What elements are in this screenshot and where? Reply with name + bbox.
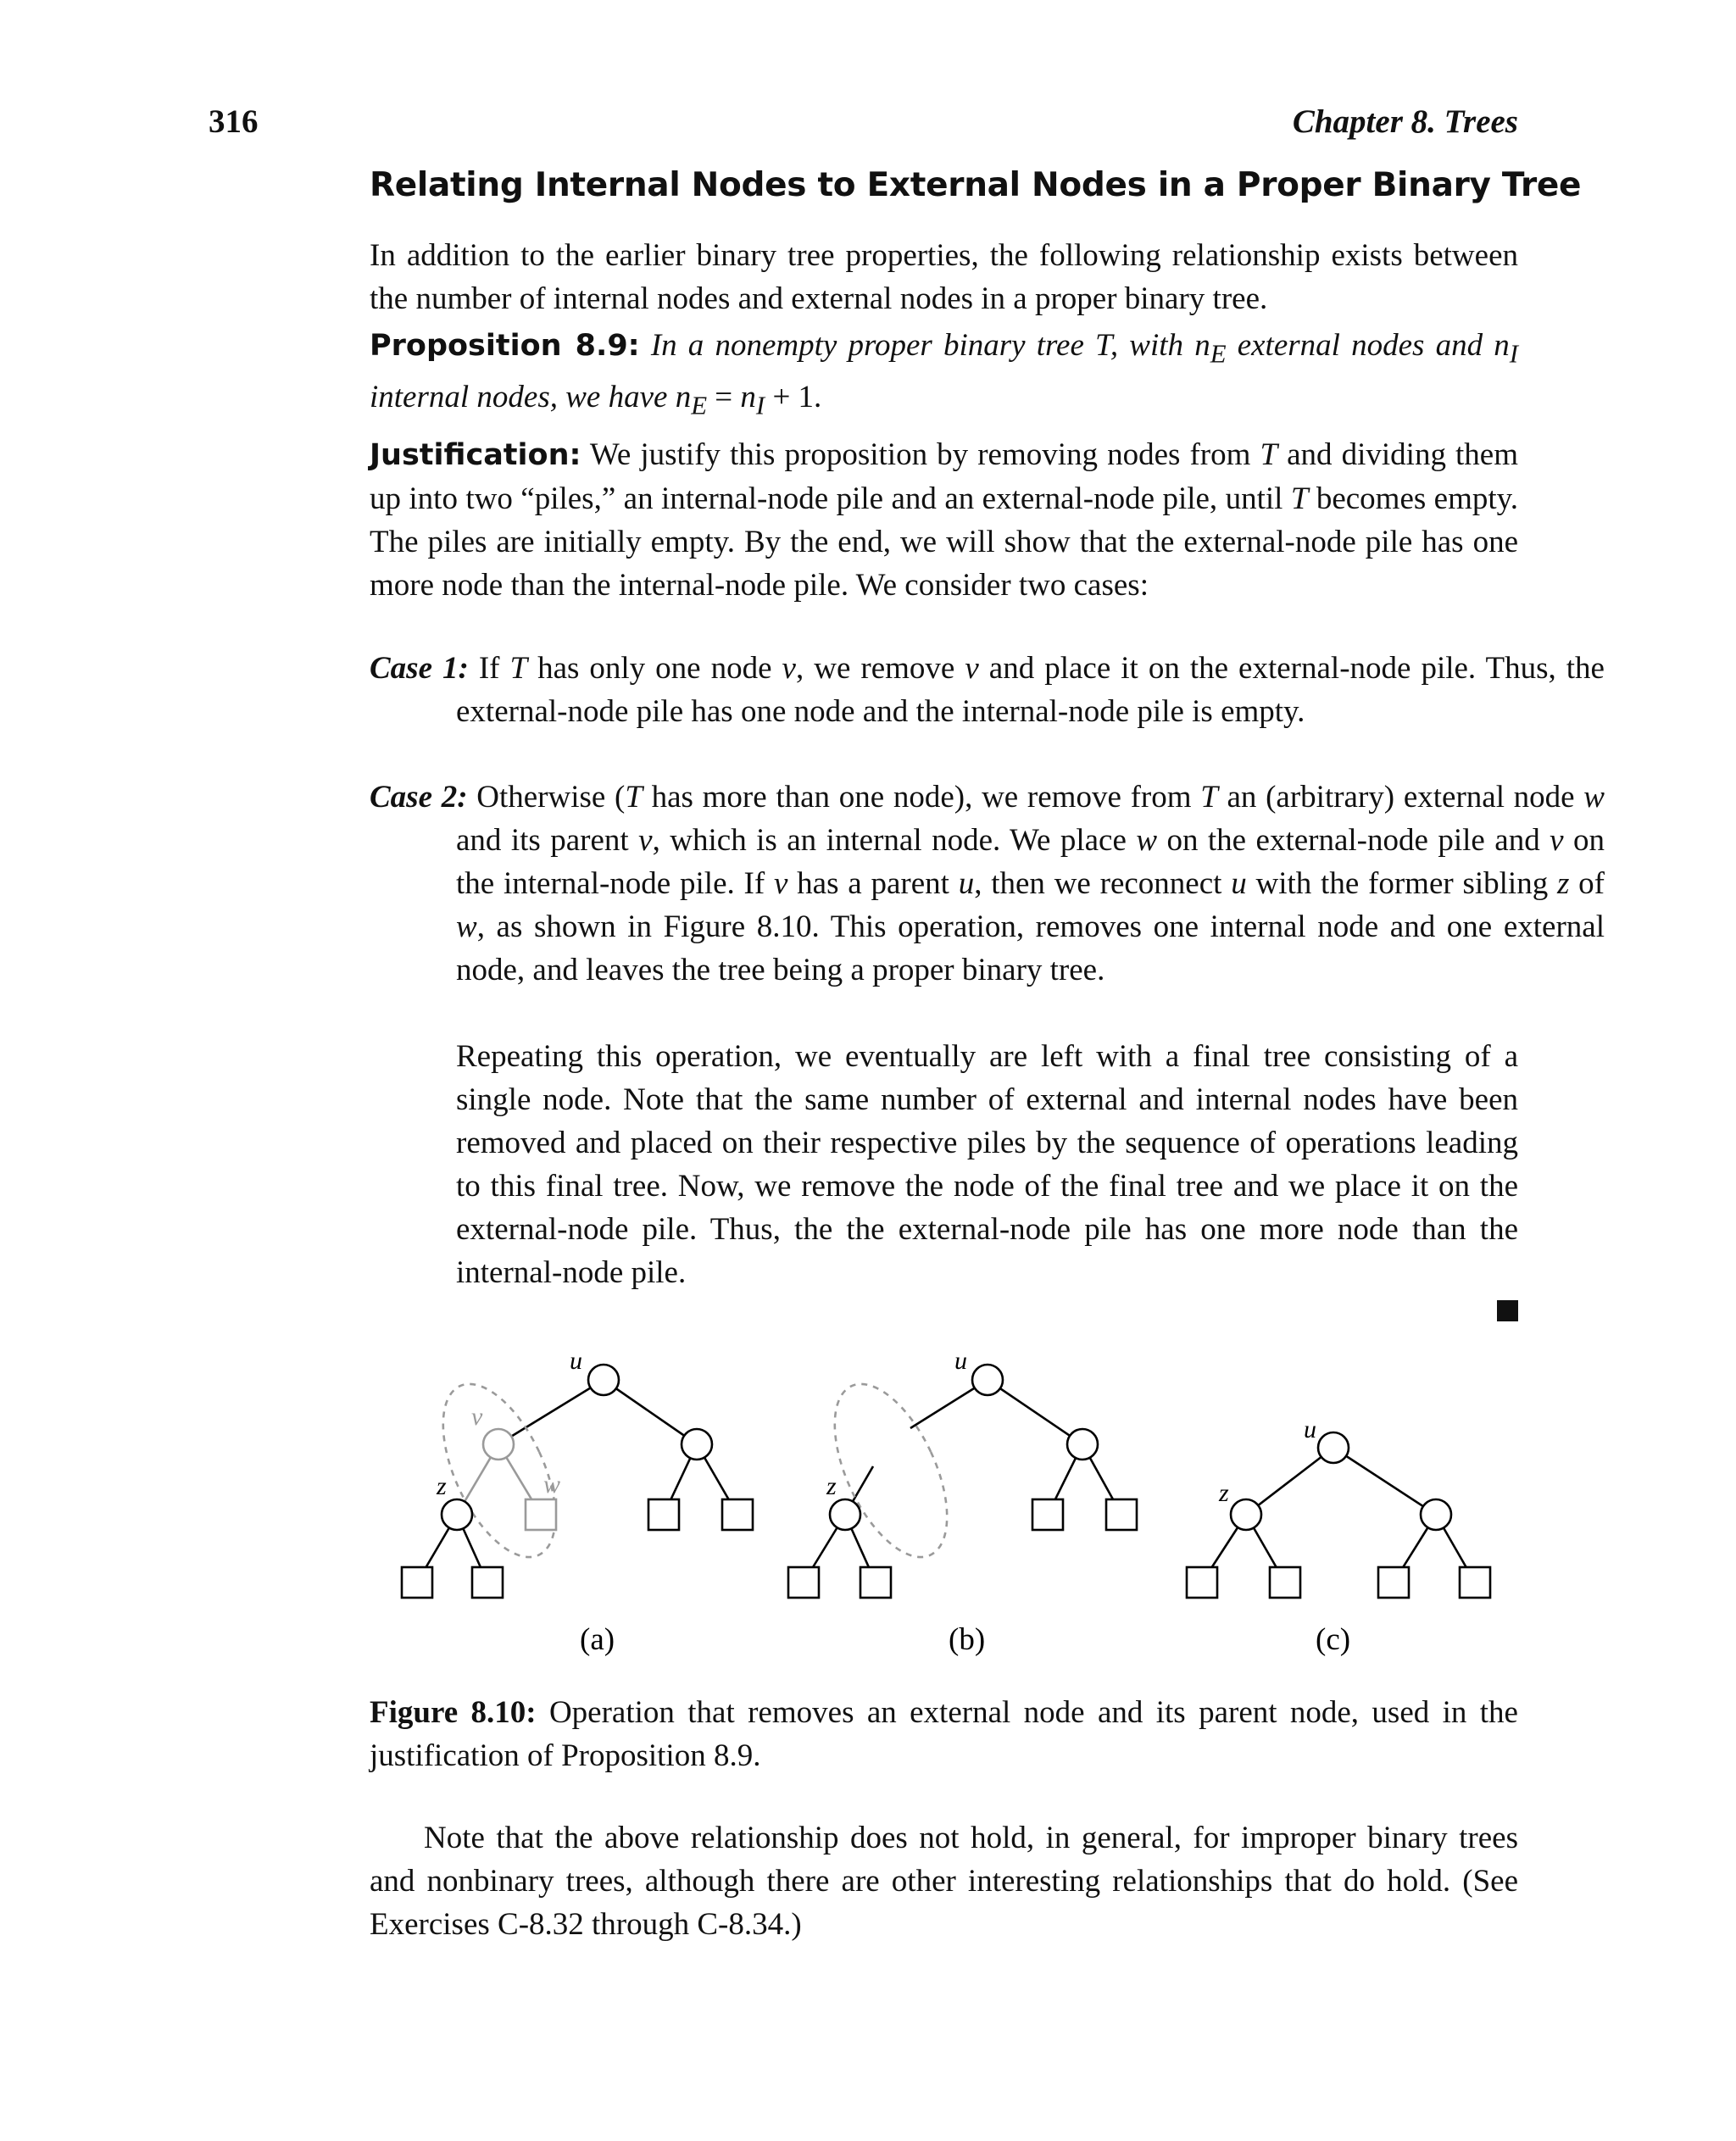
var-v: v bbox=[773, 866, 788, 901]
var-t: T bbox=[625, 780, 643, 815]
node-z bbox=[830, 1499, 860, 1530]
proposition-text-d: internal nodes, we have bbox=[370, 380, 676, 415]
internal-node bbox=[1421, 1499, 1451, 1530]
external-node bbox=[1106, 1499, 1137, 1530]
section-title: Relating Internal Nodes to External Nodes in a Proper Binary Tree bbox=[370, 166, 1582, 204]
case-2-text-g: on the internal-node pile. If bbox=[456, 823, 1605, 901]
panel-label-a: (a) bbox=[580, 1622, 615, 1657]
external-node bbox=[1270, 1567, 1300, 1598]
proposition-label: Proposition 8.9: bbox=[370, 329, 640, 363]
case-2-text-h: has a parent bbox=[787, 866, 959, 901]
justification-text-b: and dividing them up into two “piles,” an internal-node pile and an external-node pile, until bbox=[370, 437, 1518, 516]
proposition-var-t: T bbox=[1095, 328, 1110, 363]
proposition-text-b: , with bbox=[1110, 328, 1195, 363]
var-w: w bbox=[1136, 823, 1157, 858]
plus-one: + 1. bbox=[765, 380, 822, 415]
node-u bbox=[1318, 1432, 1349, 1463]
external-node bbox=[1032, 1499, 1063, 1530]
case-2-text-e: , which is an internal node. We place bbox=[652, 823, 1137, 858]
panel-a-tree bbox=[402, 1365, 753, 1598]
qed-square bbox=[1497, 1300, 1518, 1321]
external-node bbox=[648, 1499, 679, 1530]
case-2-label: Case 2: bbox=[370, 780, 468, 815]
edge-u-right bbox=[604, 1380, 697, 1444]
note-paragraph: Note that the above relationship does not hold, in general, for improper binary trees and nonbinary trees, although there are other interesting relationships that do hold. (See Exercises C-8.32 through C-8.34.) bbox=[370, 1821, 1518, 1942]
label-w-a: w bbox=[543, 1471, 561, 1499]
var-t: T bbox=[1290, 481, 1309, 516]
case-1-text-d: and place it on the external-node pile. Thus, the external-node pile has one node and the internal-node pile is empty. bbox=[456, 651, 1605, 729]
var-n-e-2: n bbox=[675, 380, 692, 415]
external-node bbox=[788, 1567, 819, 1598]
case-2-text-c: an (arbitrary) external node bbox=[1217, 780, 1584, 815]
figure-caption bbox=[370, 1691, 1518, 1777]
label-u-c: u bbox=[1304, 1415, 1316, 1443]
proposition-text-a: In a nonempty proper binary tree bbox=[639, 328, 1096, 363]
sub-e: E bbox=[1210, 339, 1227, 369]
removal-ellipse bbox=[811, 1367, 970, 1573]
case-2-text-l: , as shown in Figure 8.10. This operation, removes one internal node and one external node, and leaves the tree being a proper binary tree. bbox=[456, 909, 1605, 987]
internal-node bbox=[1067, 1429, 1098, 1460]
case-2-text-f: on the external-node pile and bbox=[1157, 823, 1550, 858]
external-node bbox=[860, 1567, 891, 1598]
proposition-text-c: external nodes and bbox=[1226, 328, 1494, 363]
intro-paragraph bbox=[370, 234, 1518, 320]
var-v: v bbox=[638, 823, 653, 858]
panel-label-c: (c) bbox=[1316, 1622, 1351, 1657]
justification bbox=[370, 433, 1518, 607]
justification-label: Justification: bbox=[370, 438, 581, 472]
var-v: v bbox=[1550, 823, 1564, 858]
internal-node bbox=[682, 1429, 712, 1460]
node-v bbox=[483, 1429, 514, 1460]
case-1-label: Case 1: bbox=[370, 651, 469, 686]
case-2-text-d: and its parent bbox=[456, 823, 639, 858]
intro-text: In addition to the earlier binary tree properties, the following relationship exists between the number of internal nodes and external nodes in a proper binary tree. bbox=[370, 238, 1518, 316]
caption-text: Operation that removes an external node and its parent node, used in the justification of Proposition 8.9. bbox=[370, 1695, 1518, 1773]
node-u bbox=[588, 1365, 619, 1395]
var-u: u bbox=[958, 866, 975, 901]
external-node bbox=[722, 1499, 753, 1530]
sub-e-2: E bbox=[691, 391, 708, 420]
case-2-text-b: has more than one node), we remove from bbox=[642, 780, 1201, 815]
panel-b-tree bbox=[788, 1365, 1137, 1598]
var-n-i-2: n bbox=[740, 380, 756, 415]
external-node bbox=[1460, 1567, 1490, 1598]
case-2-text-k: of bbox=[1569, 866, 1605, 901]
case-2-text-j: with the former sibling bbox=[1246, 866, 1557, 901]
node-z bbox=[1231, 1499, 1261, 1530]
var-w: w bbox=[456, 909, 477, 944]
case-2 bbox=[370, 776, 1605, 992]
external-node bbox=[402, 1567, 432, 1598]
panel-c-tree bbox=[1187, 1432, 1490, 1598]
external-node bbox=[472, 1567, 503, 1598]
case-1-text-c: , we remove bbox=[795, 651, 965, 686]
edge-u-z bbox=[1246, 1448, 1333, 1515]
label-z-c: z bbox=[1219, 1479, 1229, 1507]
label-v-a: v bbox=[471, 1403, 483, 1431]
label-z-b: z bbox=[826, 1472, 837, 1500]
case-1 bbox=[370, 647, 1605, 733]
var-t: T bbox=[509, 651, 528, 686]
figure-8-10 bbox=[370, 1343, 1522, 1682]
running-head: Chapter 8. Trees bbox=[1292, 103, 1518, 140]
var-w: w bbox=[1583, 780, 1605, 815]
label-u-a: u bbox=[570, 1347, 582, 1375]
edge-u-v bbox=[498, 1380, 604, 1444]
var-v: v bbox=[965, 651, 979, 686]
var-u: u bbox=[1231, 866, 1247, 901]
node-u bbox=[972, 1365, 1003, 1395]
edge-u-right bbox=[988, 1380, 1082, 1444]
justification-text-c: becomes empty. The piles are initially empty. By the end, we will show that the external-node pile has one more node than the internal-node pile. We consider two cases: bbox=[370, 481, 1519, 603]
sub-i: I bbox=[1509, 339, 1519, 369]
external-node bbox=[1378, 1567, 1409, 1598]
case-2-paragraph-2: Repeating this operation, we eventually are left with a final tree consisting of a single node. Note that the same number of external and internal nodes have been removed and placed on their respective piles by the sequence of operations leading to this final tree. Now, we remove the node of the final tree and we place it on the external-node pile. Thus, the the external-node pile has one more node than the internal-node pile. bbox=[456, 1039, 1518, 1290]
node-z bbox=[442, 1499, 472, 1530]
case-2-text-i: , then we reconnect bbox=[974, 866, 1232, 901]
case-1-text-b: has only one node bbox=[527, 651, 782, 686]
case-1-text-a: If bbox=[468, 651, 510, 686]
var-t: T bbox=[1260, 437, 1278, 472]
page-number: 316 bbox=[209, 103, 259, 140]
panel-label-b: (b) bbox=[949, 1622, 986, 1657]
label-u-b: u bbox=[954, 1347, 967, 1375]
var-n-e: n bbox=[1194, 328, 1210, 363]
label-z-a: z bbox=[437, 1472, 447, 1500]
sub-i-2: I bbox=[755, 391, 765, 420]
equals-sign: = bbox=[707, 380, 741, 415]
var-n-i: n bbox=[1494, 328, 1510, 363]
case-2-text-a: Otherwise ( bbox=[467, 780, 626, 815]
var-z: z bbox=[1556, 866, 1570, 901]
var-v: v bbox=[782, 651, 796, 686]
edge-u-right bbox=[1333, 1448, 1436, 1515]
justification-text-a: We justify this proposition by removing nodes from bbox=[581, 437, 1260, 472]
external-node bbox=[1187, 1567, 1217, 1598]
caption-label: Figure 8.10: bbox=[370, 1695, 537, 1730]
proposition bbox=[370, 324, 1518, 428]
var-t: T bbox=[1200, 780, 1218, 815]
external-node-w bbox=[526, 1499, 556, 1530]
